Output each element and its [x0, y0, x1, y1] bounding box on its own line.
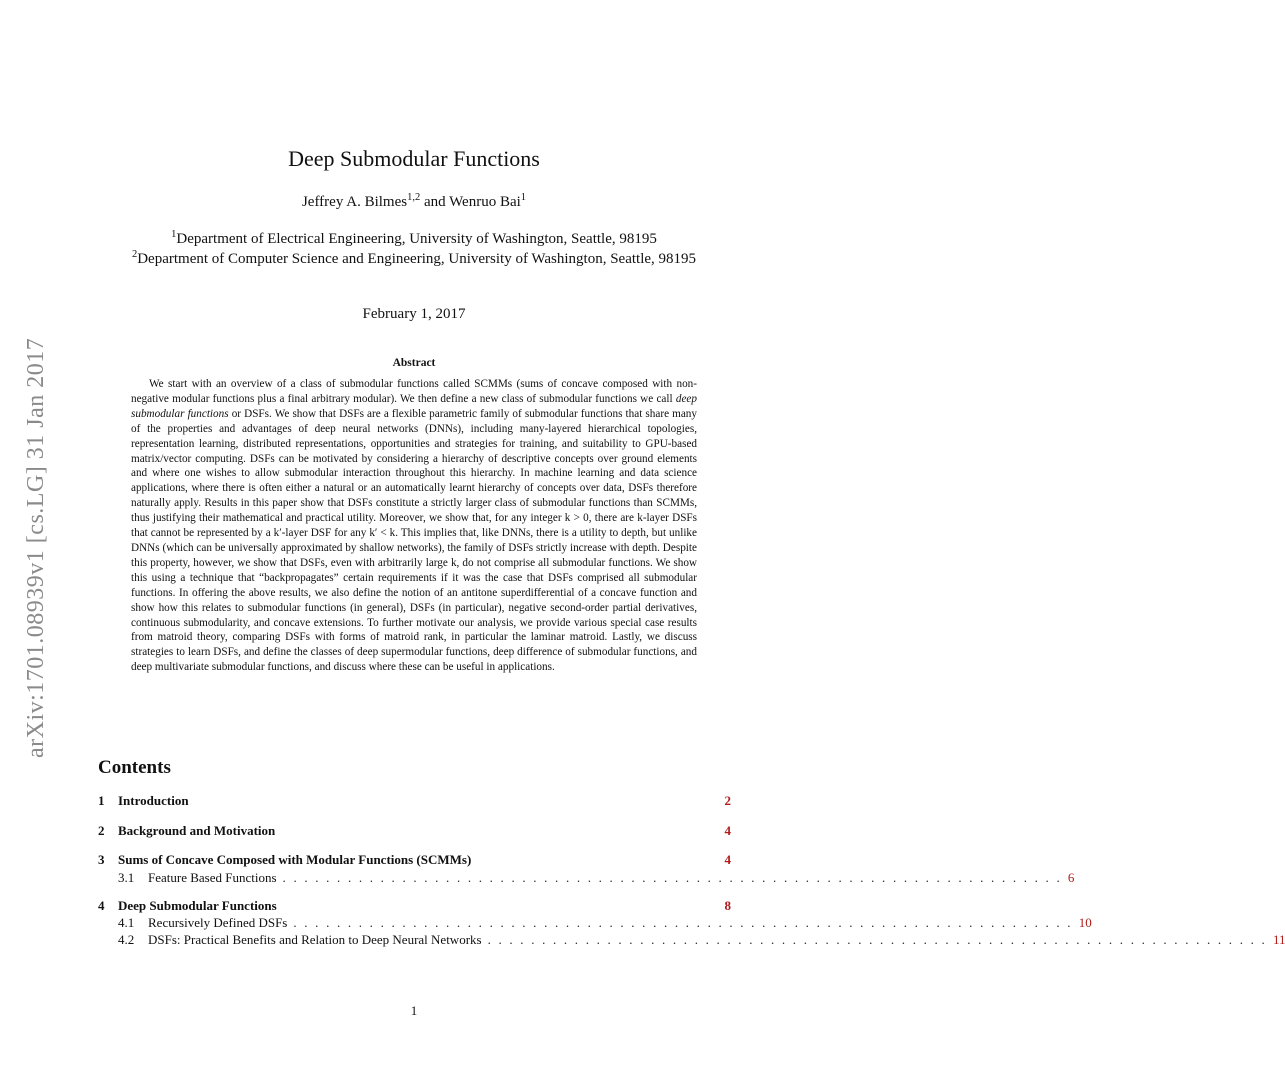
abstract-text: We start with an overview of a class of submodular functions called SCMMs (sums of concave composed with non-negative modular functions plus a final arbitrary modular). We then define a new class of submodular functions we call [131, 378, 697, 405]
toc-title: Background and Motivation [118, 823, 276, 838]
toc-page-link[interactable]: 11 [1272, 932, 1285, 947]
toc-leader-dots: . . . . . . . . . . . . . . . . . . . . . . . . . . . . . . . . . . . . . . . . . . . . . . . . . . . . . . . . . . . . . . . . . . . . . . . . [487, 932, 1267, 947]
toc-page-link[interactable]: 4 [724, 852, 731, 867]
toc-title: Introduction [118, 793, 189, 808]
affiliation-text: Department of Computer Science and Engineering, University of Washington, Seattle, 98195 [137, 251, 697, 267]
toc-title: Sums of Concave Composed with Modular Functions (SCMMs) [118, 852, 472, 867]
affiliation-2 [100, 245, 728, 269]
toc-title: Feature Based Functions [148, 870, 277, 885]
toc-subentry[interactable] [98, 932, 1285, 948]
toc-title: DSFs: Practical Benefits and Relation to Deep Neural Networks [148, 932, 482, 947]
affiliation-mark: 1 [171, 229, 177, 240]
paper-title: Deep Submodular Functions [288, 146, 540, 171]
author-name: Jeffrey A. Bilmes [301, 194, 408, 210]
toc-number: 4.1 [118, 915, 135, 930]
toc-page-link[interactable]: 6 [1067, 870, 1075, 885]
toc-subentry[interactable] [98, 870, 1075, 886]
author-affiliation-mark: 1,2 [407, 192, 421, 203]
toc-title: Recursively Defined DSFs [148, 915, 288, 930]
abstract-text: or DSFs. We show that DSFs are a flexible parametric family of submodular functions that share many of the properties and advantages of deep neural networks (DNNs), including many-layered hierarchical topologies, representation learning, distributed representations, opportunities and strategies for training, and suitability to GPU-based matrix/vector computing. DSFs can be motivated by considering a hierarchy of descriptive concepts over ground elements and where one wishes to allow submodular interaction throughout this hierarchy. In machine learning and data science applications, where there is often either a natural or an automatically learnt hierarchy of concepts over data, DSFs therefore naturally apply. Results in this paper show that DSFs constitute a strictly larger class of submodular functions than SCMMs, thus justifying their mathematical and practical utility. Moreover, we show that, for any integer k > 0, there are k-layer DSFs that cannot be represented by a k′-layer DSF for any k′ < k. This implies that, like DNNs, there is a utility to depth, but unlike DNNs (which can be universally approximated by shallow networks), the family of DSFs strictly increase with depth. Despite this property, however, we show that DSFs, even with arbitrarily large k, do not comprise all submodular functions. We show this using a technique that “backpropagates” certain requirements if it was the case that DSFs comprised all submodular functions. In offering the above results, we also define the notion of an antitone superdifferential of a concave function and show how this relates to submodular functions (in general), DSFs (in particular), negative second-order partial derivatives, continuous submodularity, and concave extensions. To further motivate our analysis, we provide various special case results from matroid theory, comparing DSFs with forms of matroid rank, in particular the laminar matroid. Lastly, we discuss strategies to learn DSFs, and define the classes of deep supermodular functions, deep difference of submodular functions, and deep multivariate submodular functions, and discuss where these can be useful in applications. [131, 407, 697, 674]
arxiv-stamp: arXiv:1701.08939v1 [cs.LG] 31 Jan 2017 [23, 337, 49, 758]
abstract-emphasis: deep submodular functions [131, 392, 697, 420]
author-affiliation-mark: 1 [520, 192, 527, 203]
author-conjunction: and [420, 194, 450, 210]
contents-heading: Contents [98, 757, 171, 778]
abstract-heading: Abstract [392, 357, 436, 369]
toc-leader-dots: . . . . . . . . . . . . . . . . . . . . . . . . . . . . . . . . . . . . . . . . . . . . . . . . . . . . . . . . . . . . . . . . . . . . . . . . [282, 870, 1062, 885]
toc-entry[interactable] [98, 898, 731, 914]
toc-subentry[interactable] [98, 915, 1092, 931]
author-name: Wenruo Bai [449, 194, 521, 210]
toc-number: 4.2 [118, 932, 135, 947]
affiliation-text: Department of Electrical Engineering, University of Washington, Seattle, 98195 [176, 231, 657, 247]
toc-page-link[interactable]: 10 [1078, 915, 1092, 930]
toc-number: 1 [98, 793, 105, 808]
abstract-body [131, 377, 697, 675]
toc-page-link[interactable]: 2 [724, 793, 731, 808]
page-number: 1 [410, 1003, 418, 1018]
toc-page-link[interactable]: 8 [724, 898, 731, 913]
toc-entry[interactable] [98, 793, 731, 809]
toc-number: 2 [98, 823, 105, 838]
affiliation-mark: 2 [131, 249, 138, 260]
author-line [0, 192, 828, 211]
toc-number: 4 [98, 898, 105, 913]
toc-entry[interactable] [98, 852, 731, 868]
toc-page-link[interactable]: 4 [724, 823, 731, 838]
toc-number: 3.1 [118, 870, 135, 885]
toc-leader-dots: . . . . . . . . . . . . . . . . . . . . . . . . . . . . . . . . . . . . . . . . . . . . . . . . . . . . . . . . . . . . . . . . . . . . . . . . [293, 915, 1073, 930]
toc-title: Deep Submodular Functions [118, 898, 277, 913]
toc-entry[interactable] [98, 823, 731, 839]
paper-date: February 1, 2017 [362, 306, 466, 322]
toc-number: 3 [98, 852, 105, 867]
